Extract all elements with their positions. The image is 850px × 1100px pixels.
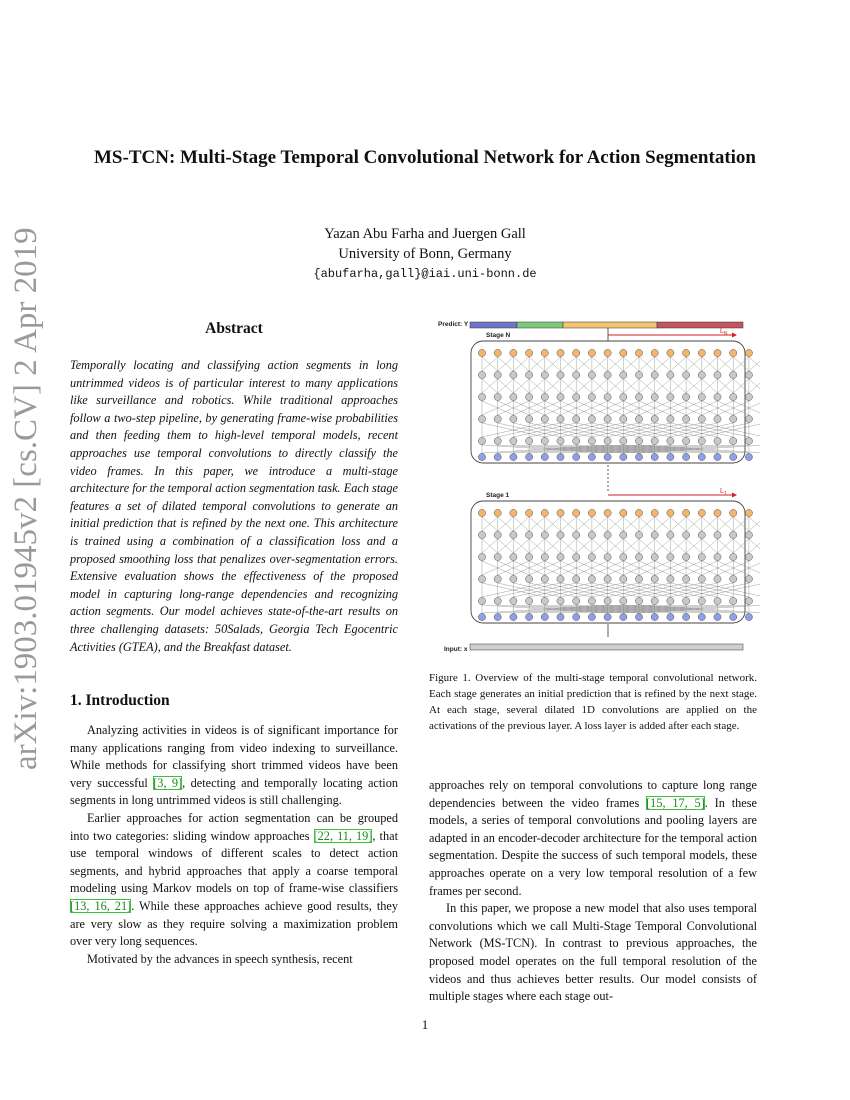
stage-1-connection (733, 561, 760, 575)
stage-1-connection (749, 517, 760, 531)
stage-n-hidden-node (494, 415, 501, 422)
stage-1-hidden-node (557, 597, 564, 604)
stage-1-output-node (714, 509, 721, 516)
stage-n-hidden-node (745, 393, 752, 400)
stage-1-hidden-node (541, 531, 548, 538)
stage-1-hidden-node (620, 575, 627, 582)
stage-n-hidden-node (604, 415, 611, 422)
page-number: 1 (421, 1017, 429, 1032)
stage-n-hidden-node (698, 371, 705, 378)
stage-1-hidden-node (667, 553, 674, 560)
stage-n-output-node (494, 349, 501, 356)
stage-1-hidden-node (620, 531, 627, 538)
right-paragraph-1: approaches rely on temporal convolutions to capture long range dependencies between the video frames [15, 17, 5]. In these models, a series of temporal convolutions and pooling layers are adapted in an encoder-decoder architecture for the temporal action segmentation. Despite the success of such temporal models, these approaches operate on a very low temporal resolution of a few frames per second. (429, 778, 758, 898)
stage-n-input-node (667, 453, 674, 460)
stage-1-hidden-node (698, 531, 705, 538)
stage-n-hidden-node (588, 437, 595, 444)
intro-paragraph-3: Motivated by the advances in speech synthesis, recent (87, 951, 353, 966)
figure-caption: Figure 1. Overview of the multi-stage temporal convolutional network. Each stage generates an initial prediction that is refined by the next stage. At each stage, several dilated 1D convolutions are applied on the activations of the previous layer. A loss layer is added after each stage. (429, 672, 757, 732)
stage-n-output-node (588, 349, 595, 356)
stage-n-hidden-node (683, 371, 690, 378)
stage-1-hidden-node (526, 553, 533, 560)
stage-1-hidden-node (667, 575, 674, 582)
stage-n-hidden-node (651, 393, 658, 400)
stage-1-hidden-node (557, 531, 564, 538)
paper-title: MS-TCN: Multi-Stage Temporal Convolutional Network for Action Segmentation (94, 147, 756, 168)
introduction-heading: 1. Introduction (70, 692, 170, 709)
stage-1-output-node (478, 509, 485, 516)
stage-n-connection (733, 401, 760, 415)
stage-n-input-node (494, 453, 501, 460)
stage-1-hidden-node (667, 597, 674, 604)
stage-n-loss-subscript: N (723, 331, 728, 337)
stage-n-hidden-node (604, 371, 611, 378)
stage-n-output-node (573, 349, 580, 356)
stage-n-hidden-node (635, 393, 642, 400)
stage-1-output-node (557, 509, 564, 516)
stage-n-hidden-node (698, 437, 705, 444)
stage-n-hidden-node (620, 371, 627, 378)
stage-1-hidden-node (635, 575, 642, 582)
stage-n-hidden-node (698, 415, 705, 422)
abstract-heading: Abstract (205, 320, 263, 337)
introduction-body (70, 722, 398, 968)
stage-n-output-node (698, 349, 705, 356)
stage-n-input-node (620, 453, 627, 460)
prediction-segment (563, 322, 657, 328)
stage-n-output-node (635, 349, 642, 356)
stage-1-input-node (526, 613, 533, 620)
stage-1-hidden-node (745, 531, 752, 538)
stage-1-hidden-node (478, 575, 485, 582)
stage-n-input-node (541, 453, 548, 460)
stage-n-hidden-node (620, 437, 627, 444)
stage-n-hidden-node (557, 371, 564, 378)
stage-n-hidden-node (745, 437, 752, 444)
stage-n-output-node (557, 349, 564, 356)
stage-1-connection (733, 561, 760, 575)
stage-n-output-node (541, 349, 548, 356)
stage-1-hidden-node (604, 531, 611, 538)
author-names: Yazan Abu Farha and Juergen Gall (324, 226, 526, 242)
stage-1-hidden-node (588, 531, 595, 538)
stage-n-input-node (683, 453, 690, 460)
affiliation: University of Bonn, Germany (338, 246, 512, 262)
stage-1-output-node (494, 509, 501, 516)
citation-link[interactable]: [22, 11, 19] (313, 828, 373, 843)
stage-n-hidden-node (604, 393, 611, 400)
stage-n-hidden-node (541, 437, 548, 444)
stage-n-output-node (620, 349, 627, 356)
stage-n-hidden-node (667, 415, 674, 422)
stage-n-input-node (698, 453, 705, 460)
intro-paragraph-2: Earlier approaches for action segmentation can be grouped into two categories: sliding window approaches [22, 11, 19], that use temporal windows of different scales to detect action segments, and hybrid approaches that apply a coarse temporal modeling using Markov models on top of frame-wise classifiers [13, 16, 21]. While these approaches achieve good results, they are very slow as they require solving a maximization problem over very long sequences. (70, 810, 398, 949)
input-bar (470, 644, 743, 650)
stage-n-hidden-node (573, 393, 580, 400)
stage-1-hidden-node (494, 575, 501, 582)
stage-1-loss-subscript: 1 (723, 491, 727, 497)
stage-n-output-node (714, 349, 721, 356)
stage-1-loss-label: $L_1$ (720, 488, 727, 497)
stage-n-output-node (745, 349, 752, 356)
stage-1-output-node (683, 509, 690, 516)
stage-n-hidden-node (667, 437, 674, 444)
stage-1-hidden-node (651, 553, 658, 560)
stage-n-hidden-node (588, 415, 595, 422)
stage-n-connection (749, 379, 760, 393)
stage-1-hidden-node (635, 597, 642, 604)
stage-1-input-node (745, 613, 752, 620)
stage-n-hidden-node (478, 393, 485, 400)
stage-1-hidden-node (494, 531, 501, 538)
stage-n-hidden-node (635, 437, 642, 444)
stage-n-hidden-node (494, 371, 501, 378)
stage-n-connection (749, 379, 760, 393)
stage-1-hidden-node (604, 553, 611, 560)
stage-1-hidden-node (494, 597, 501, 604)
stage-n-hidden-node (651, 415, 658, 422)
stage-n-input-node (714, 453, 721, 460)
stage-n-output-node (526, 349, 533, 356)
stage-n-hidden-node (730, 371, 737, 378)
stage-1-output-node (620, 509, 627, 516)
stage-1-input-node (478, 613, 485, 620)
stage-1-hidden-node (698, 575, 705, 582)
stage-n-connection (749, 357, 760, 371)
stage-1-hidden-node (588, 597, 595, 604)
stage-n-hidden-node (526, 415, 533, 422)
stage-n-hidden-node (698, 393, 705, 400)
stage-n-hidden-node (714, 393, 721, 400)
stage-n-input-node (478, 453, 485, 460)
stage-n-hidden-node (620, 393, 627, 400)
predict-label: Predict: Y (438, 321, 469, 328)
stage-n-hidden-node (730, 415, 737, 422)
stage-1-hidden-node (714, 575, 721, 582)
stage-n-hidden-node (730, 393, 737, 400)
stage-1-output-node (651, 509, 658, 516)
citation-link[interactable]: [3, 9] (153, 775, 183, 790)
stage-n-hidden-node (588, 393, 595, 400)
stage-1-output-node (745, 509, 752, 516)
figure-1-diagram (430, 317, 760, 657)
stage-1-hidden-node (714, 531, 721, 538)
stage-1-hidden-node (573, 531, 580, 538)
stage-n-hidden-node (635, 415, 642, 422)
stage-n-input-node (526, 453, 533, 460)
stage-n-hidden-node (604, 437, 611, 444)
stage-1-hidden-node (667, 531, 674, 538)
stage-n-hidden-node (541, 393, 548, 400)
stage-n-input-node (573, 453, 580, 460)
stage-1-hidden-node (541, 597, 548, 604)
stage-n-input-node (635, 453, 642, 460)
stage-1-output-node (573, 509, 580, 516)
stage-n-hidden-node (557, 415, 564, 422)
abstract-text: Temporally locating and classifying action segments in long untrimmed videos is of particular interest to many applications like surveillance and robotics. While traditional approaches follow a two-step pipeline, by generating frame-wise probabilities and then feeding them to high-level temporal models, recent approaches use temporal convolutions to directly classify the video frames. In this paper, we introduce a multi-stage architecture for the temporal action segmentation task. Each stage features a set of dilated temporal convolutions to generate an initial prediction that is refined by the next one. This architecture is trained using a combination of a classification loss and a proposed smoothing loss that penalizes over-segmentation errors. Extensive evaluation shows the effectiveness of the proposed model in capturing long-range dependencies and recognizing action segments. Our model achieves state-of-the-art results on three challenging datasets: 50Salads, Georgia Tech Egocentric Activities (GTEA), and the Breakfast dataset. (70, 358, 398, 654)
stage-1-connection (749, 539, 760, 553)
stage-n-hidden-node (541, 371, 548, 378)
stage-1-hidden-node (714, 597, 721, 604)
citation-link[interactable]: [13, 16, 21] (70, 898, 132, 913)
stage-n-hidden-node (557, 393, 564, 400)
stage-1-hidden-node (557, 575, 564, 582)
stage-1-hidden-node (651, 531, 658, 538)
stage-1-output-node (698, 509, 705, 516)
stage-1-input-node (651, 613, 658, 620)
stage-n-hidden-node (557, 437, 564, 444)
stage-1-input-node (714, 613, 721, 620)
stage-1-hidden-node (651, 575, 658, 582)
author-block (200, 224, 650, 284)
stage-n-hidden-node (620, 415, 627, 422)
stage-1-hidden-node (683, 531, 690, 538)
stage-1-hidden-node (730, 575, 737, 582)
stage-1-hidden-node (573, 597, 580, 604)
stage-1-input-node (494, 613, 501, 620)
right-paragraph-2: In this paper, we propose a new model that also uses temporal convolutions which we call Multi-Stage Temporal Convolutional Network (MS-TCN). In contrast to previous approaches, the proposed model operates on the full temporal resolution of the videos and thus achieves better results. Our model consists of multiple stages where each stage out- (429, 901, 757, 1004)
stage-n-hidden-node (478, 371, 485, 378)
stage-1-input-node (620, 613, 627, 620)
stage-n-hidden-node (683, 415, 690, 422)
stage-n-loss-arrowhead (732, 333, 737, 338)
stage-1-hidden-node (573, 553, 580, 560)
stage-1-hidden-node (730, 531, 737, 538)
stage-n-hidden-node (588, 371, 595, 378)
stage-1-hidden-node (620, 597, 627, 604)
stage-n-hidden-node (714, 437, 721, 444)
stage-n-hidden-node (683, 437, 690, 444)
stage-1-hidden-node (651, 597, 658, 604)
right-column-body (429, 777, 757, 1006)
stage-1-hidden-node (635, 531, 642, 538)
stage-1-hidden-node (730, 597, 737, 604)
stage-1-hidden-node (478, 531, 485, 538)
stage-1-hidden-node (510, 597, 517, 604)
stage-1-hidden-node (526, 531, 533, 538)
intro-paragraph-1: Analyzing activities in videos is of significant importance for many applications ranging from video indexing to surveillance. While methods for classifying short trimmed videos have been very successful [3, 9], detecting and temporally locating action segments in long untrimmed videos is still challenging. (70, 723, 398, 808)
prediction-segment (470, 322, 517, 328)
stage-1-output-node (635, 509, 642, 516)
stage-1-hidden-node (478, 597, 485, 604)
stage-1-hidden-node (683, 553, 690, 560)
email: {abufarha,gall}@iai.uni-bonn.de (313, 267, 537, 281)
stage-1-hidden-node (635, 553, 642, 560)
stage-1-output-node (588, 509, 595, 516)
stage-n-hidden-node (494, 437, 501, 444)
stage-n-hidden-node (573, 437, 580, 444)
stage-1-hidden-node (557, 553, 564, 560)
stage-1-hidden-node (745, 553, 752, 560)
stage-n-input-node (745, 453, 752, 460)
stage-1-hidden-node (588, 575, 595, 582)
stage-1-output-node (541, 509, 548, 516)
stage-n-label: Stage N (486, 332, 511, 339)
stage-n-output-node (651, 349, 658, 356)
stage-1-output-node (526, 509, 533, 516)
stage-1-hidden-node (588, 553, 595, 560)
stage-n-hidden-node (667, 371, 674, 378)
stage-n-input-node (510, 453, 517, 460)
stage-n-output-node (730, 349, 737, 356)
stage-1-input-node (588, 613, 595, 620)
stage-n-hidden-node (651, 437, 658, 444)
stage-n-input-node (557, 453, 564, 460)
stage-n-hidden-node (635, 371, 642, 378)
stage-n-hidden-node (478, 437, 485, 444)
stage-n-output-node (604, 349, 611, 356)
stage-n-output-node (683, 349, 690, 356)
stage-n-connection (749, 357, 760, 371)
stage-n-hidden-node (510, 437, 517, 444)
stage-n-hidden-node (573, 415, 580, 422)
stage-1-input-node (667, 613, 674, 620)
stage-1-input-node (698, 613, 705, 620)
stage-1-hidden-node (526, 575, 533, 582)
prediction-segment (517, 322, 563, 328)
stage-1-hidden-node (698, 597, 705, 604)
stage-1-input-node (557, 613, 564, 620)
stage-n-output-node (478, 349, 485, 356)
stage-n-hidden-node (714, 371, 721, 378)
stage-n-hidden-node (526, 393, 533, 400)
stage-1-hidden-node (510, 553, 517, 560)
stage-n-hidden-node (494, 393, 501, 400)
stage-1-connection (749, 539, 760, 553)
stage-n-hidden-node (667, 393, 674, 400)
stage-n-output-node (510, 349, 517, 356)
stage-1-hidden-node (541, 553, 548, 560)
arxiv-watermark: arXiv:1903.01945v2 [cs.CV] 2 Apr 2019 (8, 227, 44, 770)
stage-n-connection (733, 401, 760, 415)
stage-1-hidden-node (478, 553, 485, 560)
stage-1-input-node (730, 613, 737, 620)
stage-1-hidden-node (698, 553, 705, 560)
stage-1-hidden-node (604, 597, 611, 604)
stage-1-hidden-node (683, 575, 690, 582)
stage-1-output-node (667, 509, 674, 516)
stage-1-hidden-node (745, 575, 752, 582)
stage-1-input-node (683, 613, 690, 620)
stage-1-hidden-node (604, 575, 611, 582)
stage-1-input-node (573, 613, 580, 620)
stage-n-loss-label: $L_N$ (720, 328, 728, 337)
stage-1-hidden-node (494, 553, 501, 560)
stage-1-input-node (510, 613, 517, 620)
stage-n-hidden-node (478, 415, 485, 422)
stage-1-loss-arrowhead (732, 493, 737, 498)
stage-1-hidden-node (573, 575, 580, 582)
stage-n-hidden-node (541, 415, 548, 422)
stage-n-hidden-node (730, 437, 737, 444)
stage-1-output-node (510, 509, 517, 516)
stage-n-hidden-node (714, 415, 721, 422)
stage-n-hidden-node (510, 393, 517, 400)
stage-n-input-node (730, 453, 737, 460)
stage-1-input-node (635, 613, 642, 620)
stage-n-hidden-node (510, 371, 517, 378)
stage-1-hidden-node (745, 597, 752, 604)
citation-link[interactable]: [15, 17, 5] (646, 795, 705, 810)
stage-1-hidden-node (541, 575, 548, 582)
stage-1-hidden-node (714, 553, 721, 560)
stage-1-hidden-node (510, 531, 517, 538)
stage-n-input-node (651, 453, 658, 460)
stage-n-hidden-node (683, 393, 690, 400)
stage-1-connection (749, 517, 760, 531)
stage-1-hidden-node (526, 597, 533, 604)
stage-1-input-node (541, 613, 548, 620)
stage-n-input-node (604, 453, 611, 460)
stage-1-output-node (604, 509, 611, 516)
stage-1-hidden-node (620, 553, 627, 560)
prediction-segment (657, 322, 743, 328)
stage-n-hidden-node (526, 371, 533, 378)
stage-1-input-node (604, 613, 611, 620)
stage-1-label: Stage 1 (486, 492, 510, 499)
stage-1-hidden-node (510, 575, 517, 582)
stage-1-hidden-node (683, 597, 690, 604)
stage-n-hidden-node (745, 415, 752, 422)
stage-n-hidden-node (526, 437, 533, 444)
input-label: Input: x (444, 646, 468, 653)
stage-n-hidden-node (510, 415, 517, 422)
stage-n-hidden-node (745, 371, 752, 378)
stage-n-input-node (588, 453, 595, 460)
stage-1-hidden-node (730, 553, 737, 560)
stage-n-hidden-node (651, 371, 658, 378)
stage-n-hidden-node (573, 371, 580, 378)
stage-n-output-node (667, 349, 674, 356)
stage-1-output-node (730, 509, 737, 516)
